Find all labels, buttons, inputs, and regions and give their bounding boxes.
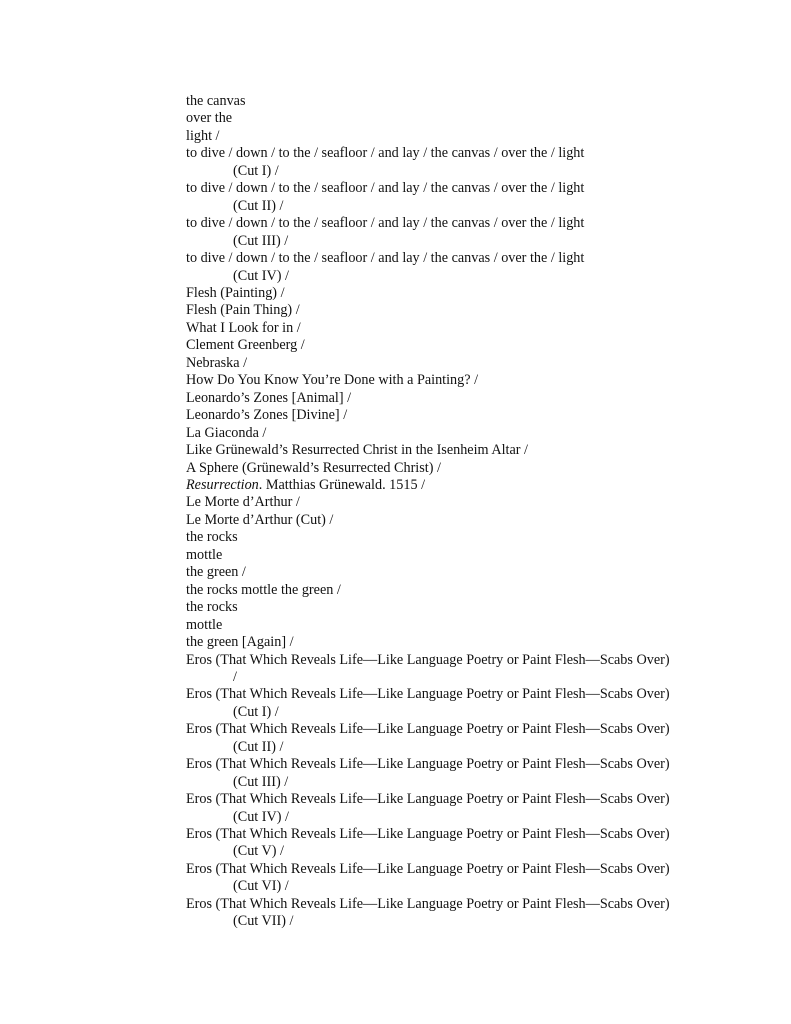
poem-line: Eros (That Which Reveals Life—Like Language Poetry or Paint Flesh—Scabs Over) [186, 860, 670, 877]
poem-line-continuation: (Cut V) / [233, 843, 284, 860]
poem-line: Nebraska / [186, 354, 248, 371]
poem-line: Flesh (Pain Thing) / [186, 302, 300, 319]
poem-line: Eros (That Which Reveals Life—Like Language Poetry or Paint Flesh—Scabs Over) [186, 721, 670, 738]
poem-line-continuation: (Cut IV) / [233, 808, 289, 825]
poem-line-text: . Matthias Grünewald. 1515 / [258, 476, 426, 493]
poem-line: the rocks [186, 529, 238, 546]
poem-line: Eros (That Which Reveals Life—Like Language Poetry or Paint Flesh—Scabs Over) [186, 686, 670, 703]
document-page [186, 93, 746, 931]
poem-line: to dive / down / to the / seafloor / and lay / the canvas / over the / light [186, 180, 585, 197]
poem-line: over the [186, 110, 233, 127]
poem-line: Eros (That Which Reveals Life—Like Language Poetry or Paint Flesh—Scabs Over) [186, 756, 670, 773]
poem-line: How Do You Know You’re Done with a Painting? / [186, 372, 479, 389]
poem-line: the green / [186, 564, 246, 581]
poem-line-continuation: (Cut II) / [233, 738, 284, 755]
poem-line: mottle [186, 616, 223, 633]
poem-line: Le Morte d’Arthur (Cut) / [186, 511, 334, 528]
poem-line: Clement Greenberg / [186, 337, 305, 354]
poem-line: to dive / down / to the / seafloor / and lay / the canvas / over the / light [186, 250, 585, 267]
poem-line-continuation: (Cut III) / [233, 232, 289, 249]
poem-line: La Giaconda / [186, 424, 267, 441]
poem-line-continuation: (Cut II) / [233, 197, 284, 214]
poem-line: mottle [186, 546, 223, 563]
poem-line-continuation: (Cut I) / [233, 703, 279, 720]
poem-line [186, 477, 746, 494]
poem-line-continuation: (Cut VI) / [233, 878, 289, 895]
italic-title: Resurrection [186, 476, 259, 493]
poem-line-continuation: / [233, 668, 237, 685]
poem-line: What I Look for in / [186, 319, 301, 336]
poem-line: the green [Again] / [186, 634, 294, 651]
poem-line: Eros (That Which Reveals Life—Like Language Poetry or Paint Flesh—Scabs Over) [186, 826, 670, 843]
poem-line: Leonardo’s Zones [Animal] / [186, 389, 352, 406]
poem-line-continuation: (Cut III) / [233, 773, 289, 790]
poem-line: the rocks [186, 599, 238, 616]
poem-line: Leonardo’s Zones [Divine] / [186, 407, 348, 424]
poem-line: Flesh (Painting) / [186, 284, 285, 301]
poem-line: Like Grünewald’s Resurrected Christ in the Isenheim Altar / [186, 442, 528, 459]
poem-line: Eros (That Which Reveals Life—Like Language Poetry or Paint Flesh—Scabs Over) [186, 791, 670, 808]
poem-line: Eros (That Which Reveals Life—Like Language Poetry or Paint Flesh—Scabs Over) [186, 651, 670, 668]
poem-line: light / [186, 127, 220, 144]
poem-line: the canvas [186, 93, 246, 109]
poem-line-continuation: (Cut VII) / [233, 913, 294, 930]
poem-line: to dive / down / to the / seafloor / and lay / the canvas / over the / light [186, 215, 585, 232]
poem-line: Le Morte d’Arthur / [186, 494, 300, 511]
poem-line-continuation: (Cut IV) / [233, 267, 289, 284]
poem-line: the rocks mottle the green / [186, 581, 341, 598]
poem-line: A Sphere (Grünewald’s Resurrected Christ) / [186, 459, 441, 476]
poem-line: Eros (That Which Reveals Life—Like Language Poetry or Paint Flesh—Scabs Over) [186, 895, 670, 912]
poem-line: to dive / down / to the / seafloor / and lay / the canvas / over the / light [186, 145, 585, 162]
poem-line-continuation: (Cut I) / [233, 162, 279, 179]
